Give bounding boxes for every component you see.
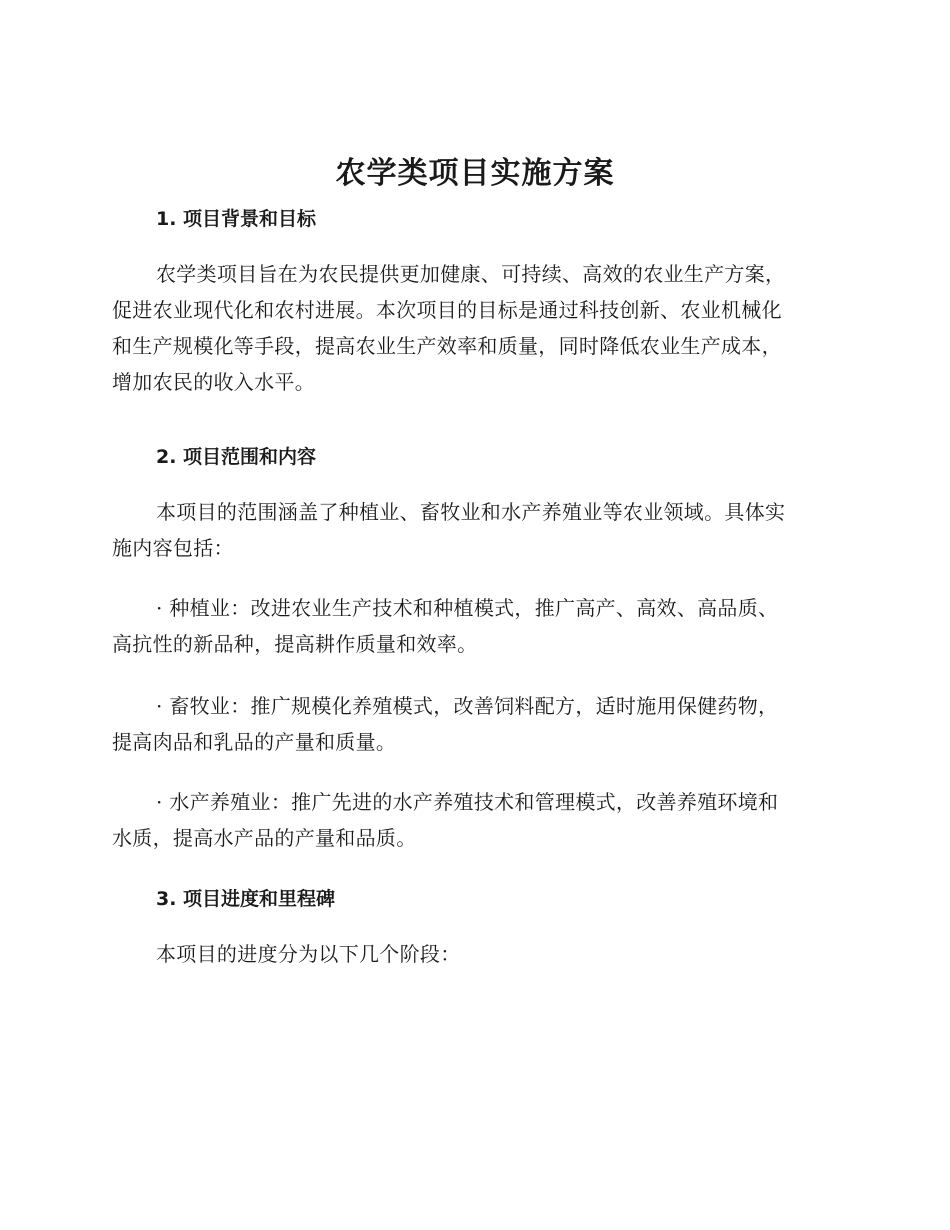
paragraph-line: 和生产规模化等手段，提高农业生产效率和质量，同时降低农业生产成本，	[112, 334, 782, 358]
bullet-planting	[112, 590, 832, 662]
paragraph-line: 本项目的范围涵盖了种植业、畜牧业和水产养殖业等农业领域。具体实	[156, 500, 786, 524]
bullet-livestock	[112, 688, 832, 760]
paragraph-line: · 种植业：改进农业生产技术和种植模式，推广高产、高效、高品质、	[156, 596, 779, 620]
paragraph-line: · 水产养殖业：推广先进的水产养殖技术和管理模式，改善养殖环境和	[156, 790, 779, 814]
paragraph-background-goals	[112, 256, 832, 400]
paragraph-line: · 畜牧业：推广规模化养殖模式，改善饲料配方，适时施用保健药物，	[156, 694, 779, 718]
paragraph-schedule-intro	[112, 936, 832, 972]
paragraph-line: 增加农民的收入水平。	[112, 370, 315, 394]
paragraph-line: 促进农业现代化和农村进展。本次项目的目标是通过科技创新、农业机械化	[112, 298, 782, 322]
paragraph-line: 农学类项目旨在为农民提供更加健康、可持续、高效的农业生产方案，	[156, 262, 786, 286]
paragraph-line: 水质，提高水产品的产量和品质。	[112, 826, 417, 850]
section-heading-schedule: 3. 项目进度和里程碑	[156, 888, 336, 910]
paragraph-scope-intro	[112, 494, 832, 566]
paragraph-line: 高抗性的新品种，提高耕作质量和效率。	[112, 632, 478, 656]
paragraph-line: 施内容包括：	[112, 536, 234, 560]
bullet-aquaculture	[112, 784, 832, 856]
paragraph-line: 提高肉品和乳品的产量和质量。	[112, 730, 397, 754]
document-title: 农学类项目实施方案	[335, 156, 615, 191]
section-heading-scope: 2. 项目范围和内容	[156, 446, 317, 468]
paragraph-line: 本项目的进度分为以下几个阶段：	[156, 942, 461, 966]
section-heading-background: 1. 项目背景和目标	[156, 208, 317, 230]
